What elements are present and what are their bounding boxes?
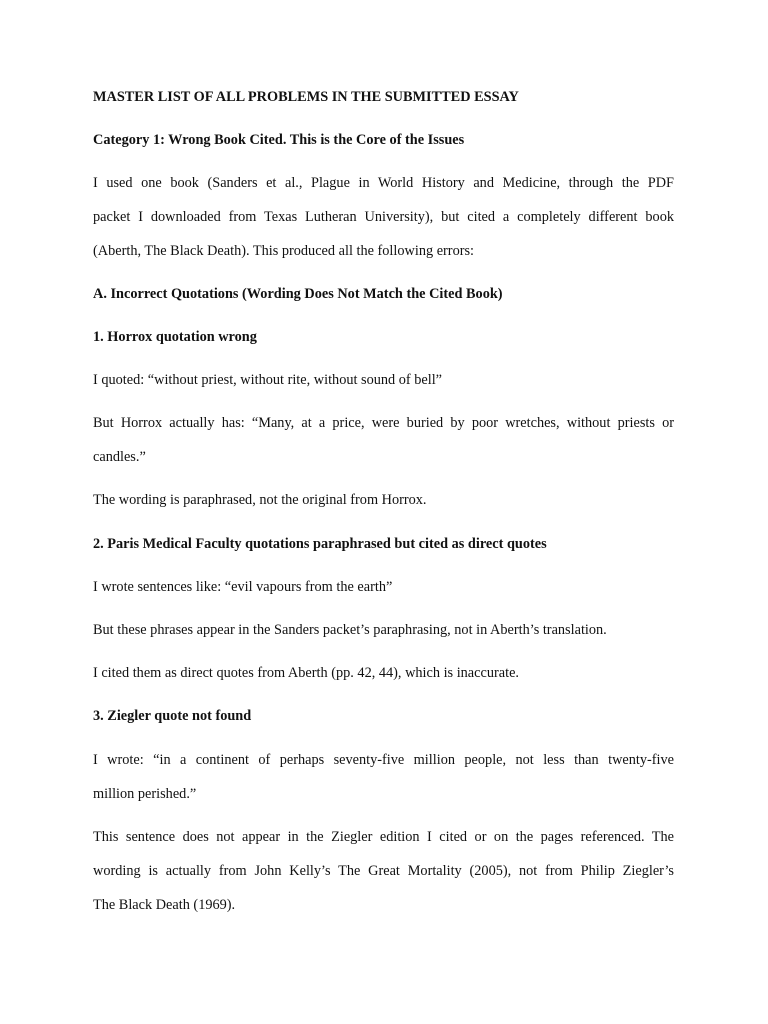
item-3-note-line-2: wording is actually from John Kelly’s The Great Mortality (2005), not from Philip Ziegler’s bbox=[93, 863, 674, 879]
section-a-heading: A. Incorrect Quotations (Wording Does Not Match the Cited Book) bbox=[93, 286, 503, 302]
document-title: MASTER LIST OF ALL PROBLEMS IN THE SUBMITTED ESSAY bbox=[93, 89, 519, 105]
item-3-wrote-line-2: million perished.” bbox=[93, 786, 197, 802]
category-1-heading: Category 1: Wrong Book Cited. This is the Core of the Issues bbox=[93, 132, 465, 148]
item-3-note-line-3: The Black Death (1969). bbox=[93, 897, 236, 913]
item-2-note: I cited them as direct quotes from Aberth (pp. 42, 44), which is inaccurate. bbox=[93, 665, 519, 681]
item-1-actual-line-2: candles.” bbox=[93, 449, 146, 465]
intro-line-2: packet I downloaded from Texas Lutheran University), but cited a completely different book bbox=[93, 209, 674, 225]
intro-line-1: I used one book (Sanders et al., Plague in World History and Medicine, through the PDF bbox=[93, 175, 674, 191]
item-1-actual-line-1: But Horrox actually has: “Many, at a price, were buried by poor wretches, without priests or bbox=[93, 415, 674, 431]
item-3-heading: 3. Ziegler quote not found bbox=[93, 708, 252, 724]
item-2-heading: 2. Paris Medical Faculty quotations paraphrased but cited as direct quotes bbox=[93, 536, 547, 552]
item-1-quoted: I quoted: “without priest, without rite, without sound of bell” bbox=[93, 372, 443, 388]
item-3-wrote-line-1: I wrote: “in a continent of perhaps seventy-five million people, not less than twenty-five bbox=[93, 752, 674, 768]
intro-line-3: (Aberth, The Black Death). This produced all the following errors: bbox=[93, 243, 475, 259]
item-2-source: But these phrases appear in the Sanders packet’s paraphrasing, not in Aberth’s translation. bbox=[93, 622, 607, 638]
item-3-note-line-1: This sentence does not appear in the Ziegler edition I cited or on the pages referenced. The bbox=[93, 829, 674, 845]
item-1-note: The wording is paraphrased, not the original from Horrox. bbox=[93, 492, 427, 508]
item-2-wrote: I wrote sentences like: “evil vapours from the earth” bbox=[93, 579, 393, 595]
item-1-heading: 1. Horrox quotation wrong bbox=[93, 329, 257, 345]
